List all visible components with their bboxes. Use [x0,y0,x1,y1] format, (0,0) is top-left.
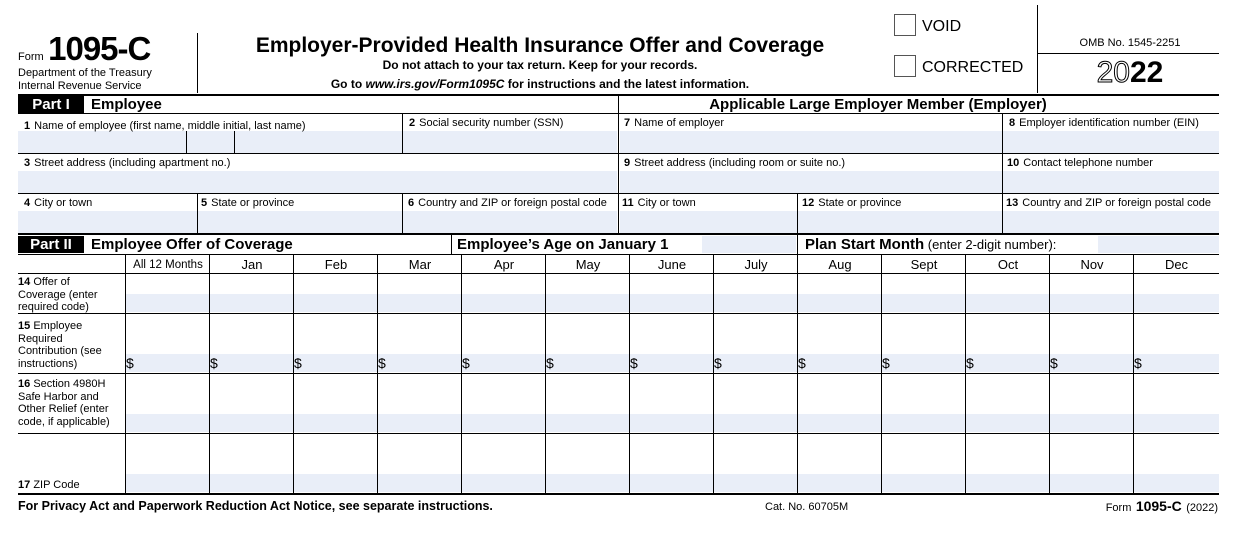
plan-divider [797,235,798,254]
line-14-label: 14 Offer of Coverage (enter required code) [18,276,98,313]
field-6-label: 6 Country and ZIP or foreign postal code [408,197,607,209]
month-apr: Apr [493,257,515,272]
footer-form-id [1106,498,1218,516]
part1-center-divider [618,94,619,234]
plan-start-input[interactable] [1098,236,1219,253]
age-input[interactable] [702,236,796,253]
div-ein [1002,113,1003,233]
month-nov: Nov [1080,257,1104,272]
tax-year-outline: 20 [1096,56,1130,89]
field-10-label: 10 Contact telephone number [1007,157,1153,169]
dollar-sign: $ [630,355,638,371]
header-divider-right [1037,5,1038,93]
name-tick-2 [234,131,235,153]
part2-title: Employee Offer of Coverage [91,236,293,253]
div-state [197,193,198,233]
age-label: Employee’s Age on January 1 [457,236,669,253]
field-3-label: 3 Street address (including apartment no.) [24,157,231,169]
form-id-block [18,30,150,68]
field-13-label: 13 Country and ZIP or foreign postal code [1006,197,1211,209]
irs-url-link[interactable]: www.irs.gov/Form1095C [365,77,505,91]
catalog-number: Cat. No. 60705M [765,501,849,513]
col-line [545,254,546,494]
month-header-rule [18,273,1219,274]
age-divider [451,235,452,254]
line-14-inputs[interactable] [126,294,1219,312]
form-number: 1095-C [48,30,151,67]
field-1-input[interactable] [18,131,402,153]
field-5-input[interactable] [198,211,402,233]
part2-tag: Part II [18,236,84,253]
field-8-input[interactable] [1003,131,1219,153]
col-line [965,254,966,494]
month-jul: July [744,257,768,272]
footer-form-number: 1095-C [1135,498,1182,514]
row1-rule [18,153,1219,154]
month-jun: June [657,257,687,272]
line-16-label: 16 Section 4980H Safe Harbor and Other Relief (enter code, if applicable) [18,378,110,428]
col-line [713,254,714,494]
dollar-sign: $ [1050,355,1058,371]
form-prefix: Form [18,51,44,63]
field-4-input[interactable] [18,211,197,233]
row3-rule [18,233,1219,235]
field-2-input[interactable] [403,131,617,153]
name-tick-1 [186,131,187,153]
void-label: VOID [922,18,962,35]
field-8-label: 8 Employer identification number (EIN) [1009,117,1199,129]
col-line [1133,254,1134,494]
dept-treasury: Department of the Treasury [18,67,152,79]
tax-year [1040,56,1220,90]
col-line [881,254,882,494]
row17-rule [18,493,1219,495]
part1-tag: Part I [18,96,84,113]
field-12-input[interactable] [798,211,1002,233]
employer-section-title: Applicable Large Employer Member (Employer) [709,96,1047,113]
row2-rule [18,193,1219,194]
col-line [461,254,462,494]
dollar-sign: $ [294,355,302,371]
header-divider-left [197,33,198,93]
part2-title-rule [18,254,1219,255]
line-17-inputs[interactable] [126,474,1219,492]
month-sep: Sept [910,257,938,272]
col-line [629,254,630,494]
dollar-sign: $ [462,355,470,371]
col-line [209,254,210,494]
month-feb: Feb [324,257,348,272]
col-line [293,254,294,494]
field-6-input[interactable] [403,211,617,233]
tax-year-bold: 22 [1130,56,1164,89]
plan-start-rest: (enter 2-digit number): [924,237,1057,252]
dollar-sign: $ [546,355,554,371]
footer-form-year: (2022) [1186,502,1218,514]
dollar-sign: $ [882,355,890,371]
month-dec: Dec [1164,257,1189,272]
void-checkbox[interactable] [894,14,916,36]
field-10-input[interactable] [1003,171,1219,193]
field-11-input[interactable] [620,211,797,233]
row15-rule [18,373,1219,374]
div-state-employer [797,193,798,233]
field-7-input[interactable] [620,131,1002,153]
part1-title: Employee [91,96,162,113]
month-all-12: All 12 Months [133,259,203,271]
instructions-line [200,77,880,91]
field-4-label: 4 City or town [24,197,93,209]
dollar-sign: $ [966,355,974,371]
dollar-sign: $ [126,355,134,371]
dollar-sign: $ [378,355,386,371]
goto-prefix: Go to [330,77,366,91]
field-12-label: 12 State or province [802,197,902,209]
field-9-input[interactable] [620,171,1002,193]
col-line [1049,254,1050,494]
month-aug: Aug [828,257,852,272]
col-line [125,254,126,494]
privacy-notice: For Privacy Act and Paperwork Reduction Act Notice, see separate instructions. [18,499,493,513]
col-line [797,254,798,494]
omb-rule [1037,53,1219,54]
field-2-label: 2 Social security number (SSN) [409,117,564,129]
dollar-sign: $ [798,355,806,371]
row14-rule [18,313,1219,314]
field-3-input[interactable] [18,171,617,193]
month-jan: Jan [241,257,263,272]
dollar-sign: $ [714,355,722,371]
form-subtitle: Do not attach to your tax return. Keep for your records. [382,58,698,72]
plan-start-label [805,236,1056,253]
form-title: Employer-Provided Health Insurance Offer and Coverage [255,34,825,57]
line-17-label: 17 ZIP Code [18,479,80,491]
field-5-label: 5 State or province [201,197,295,209]
line-15-label: 15 Employee Required Contribution (see instructions) [18,320,102,370]
irs-label: Internal Revenue Service [18,80,142,92]
month-mar: Mar [408,257,432,272]
omb-number: OMB No. 1545-2251 [1079,37,1181,49]
field-11-label: 11 City or town [622,197,696,209]
month-may: May [575,257,601,272]
corrected-label: CORRECTED [922,59,1024,76]
div-ssn [402,113,403,153]
month-oct: Oct [997,257,1019,272]
div-country [402,193,403,233]
row16-rule [18,433,1219,434]
corrected-checkbox[interactable] [894,55,916,77]
goto-suffix: for instructions and the latest information. [504,77,750,91]
dollar-sign: $ [1134,355,1142,371]
line-16-inputs[interactable] [126,414,1219,432]
dollar-sign: $ [210,355,218,371]
col-line [377,254,378,494]
field-1-label: 1 Name of employee (first name, middle initial, last name) [24,120,306,132]
field-13-input[interactable] [1003,211,1219,233]
plan-start-bold: Plan Start Month [805,236,925,253]
field-7-label: 7 Name of employer [624,117,724,129]
field-9-label: 9 Street address (including room or suite no.) [624,157,846,169]
footer-form-prefix: Form [1105,502,1132,514]
